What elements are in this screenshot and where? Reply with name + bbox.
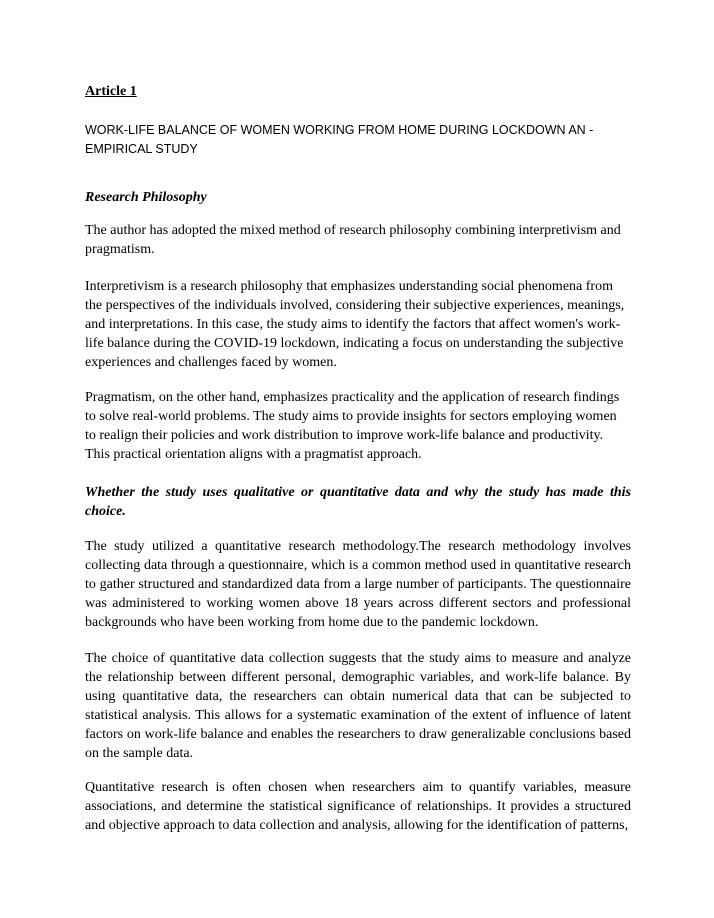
data-choice-heading: Whether the study uses qualitative or quantitative data and why the study has made this choice. <box>85 485 631 519</box>
paragraph-pragmatism: Pragmatism, on the other hand, emphasizes practicality and the application of research findings to solve real-world problems. The study aims to provide insights for sectors employing women to realign their policies and work distribution to improve work-life balance and productivity. This practical orientation aligns with a pragmatist approach. <box>85 390 620 462</box>
article-title: WORK-LIFE BALANCE OF WOMEN WORKING FROM HOME DURING LOCKDOWN AN - EMPIRICAL STUDY <box>85 123 594 156</box>
paragraph-interpretivism: Interpretivism is a research philosophy that emphasizes understanding social phenomena from the perspectives of the individuals involved, considering their subjective experiences, meanings, and interpretations. In this case, the study aims to identify the factors that affect women's work-life balance during the COVID-19 lockdown, indicating a focus on understanding the subjective experiences and challenges faced by women. <box>85 279 625 370</box>
paragraph-quantitative-choice: The choice of quantitative data collection suggests that the study aims to measure and analyze the relationship between different personal, demographic variables, and work-life balance. By using quantitative data, the researchers can obtain numerical data that can be subjected to statistical analysis. This allows for a systematic examination of the extent of influence of latent factors on work-life balance and enables the researchers to draw generalizable conclusions based on the sample data. <box>85 651 631 761</box>
article-label: Article 1 <box>85 84 137 99</box>
paragraph-mixed-method: The author has adopted the mixed method of research philosophy combining interpretivism and pragmatism. <box>85 223 621 257</box>
paragraph-quantitative-methodology: The study utilized a quantitative research methodology.The research methodology involves collecting data through a questionnaire, which is a common method used in quantitative research to gather structured and standardized data from a large number of participants. The questionnaire was administered to working women above 18 years across different sectors and professional backgrounds who have been working from home due to the pandemic lockdown. <box>85 539 631 630</box>
research-philosophy-heading: Research Philosophy <box>85 190 207 205</box>
paragraph-quantitative-research: Quantitative research is often chosen when researchers aim to quantify variables, measure associations, and determine the statistical significance of relationships. It provides a structured and objective approach to data collection and analysis, allowing for the identification of patterns, <box>85 780 631 833</box>
